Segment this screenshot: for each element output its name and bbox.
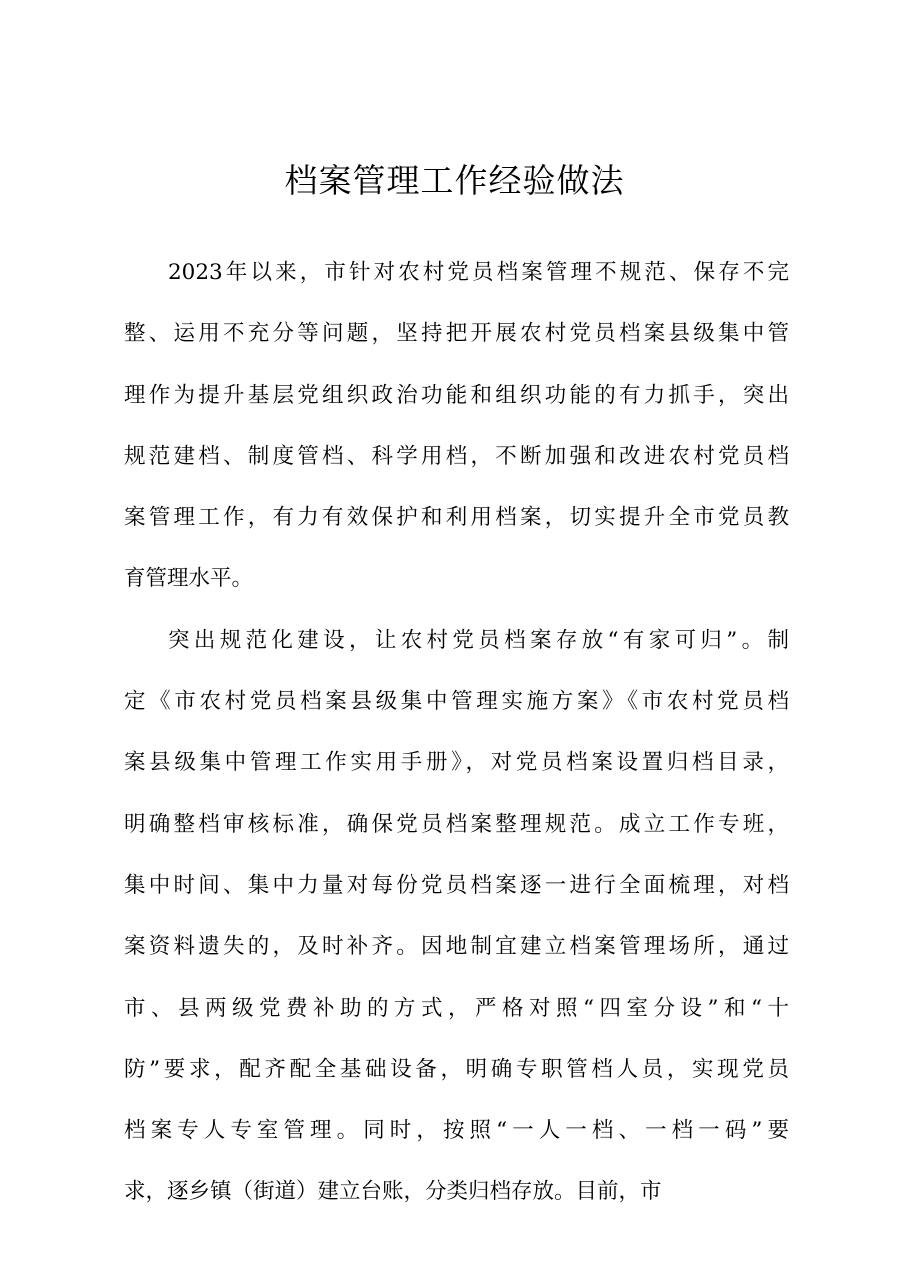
text-line: 档案专人专室管理。同时，按照“一人一档、一档一码”要 [124,1118,789,1144]
text-line: 案资料遗失的，及时补齐。因地制宜建立档案管理场所，通过 [124,934,789,960]
text-line: 规范建档、制度管档、科学用档，不断加强和改进农村党员档 [124,443,789,469]
text-line: 整、运用不充分等问题，坚持把开展农村党员档案县级集中管 [124,321,789,347]
text-line: 2023年以来，市针对农村党员档案管理不规范、保存不完 [168,260,789,285]
text-line: 育管理水平。 [124,566,254,592]
text-line: 求，逐乡镇（街道）建立台账，分类归档存放。目前，市 [124,1179,662,1205]
paragraph-2 [124,610,789,1223]
text-line: 明确整档审核标准，确保党员档案整理规范。成立工作专班， [124,811,789,837]
text-line: 案县级集中管理工作实用手册》，对党员档案设置归档目录， [124,750,789,776]
text-line: 集中时间、集中力量对每份党员档案逐一进行全面梳理，对档 [124,872,789,898]
text-line: 市、县两级党费补助的方式，严格对照“四室分设”和“十 [124,995,789,1021]
document-title: 档案管理工作经验做法 [284,161,625,200]
text-line: 案管理工作，有力有效保护和利用档案，切实提升全市党员教 [124,505,789,531]
text-line: 防”要求，配齐配全基础设备，明确专职管档人员，实现党员 [124,1056,789,1082]
text-line: 理作为提升基层党组织政治功能和组织功能的有力抓手，突出 [124,382,789,408]
text-line: 突出规范化建设，让农村党员档案存放“有家可归”。制 [168,627,789,653]
paragraph-1 [124,242,789,610]
text-line: 定《市农村党员档案县级集中管理实施方案》《市农村党员档 [124,689,789,715]
document-body [124,242,789,1223]
